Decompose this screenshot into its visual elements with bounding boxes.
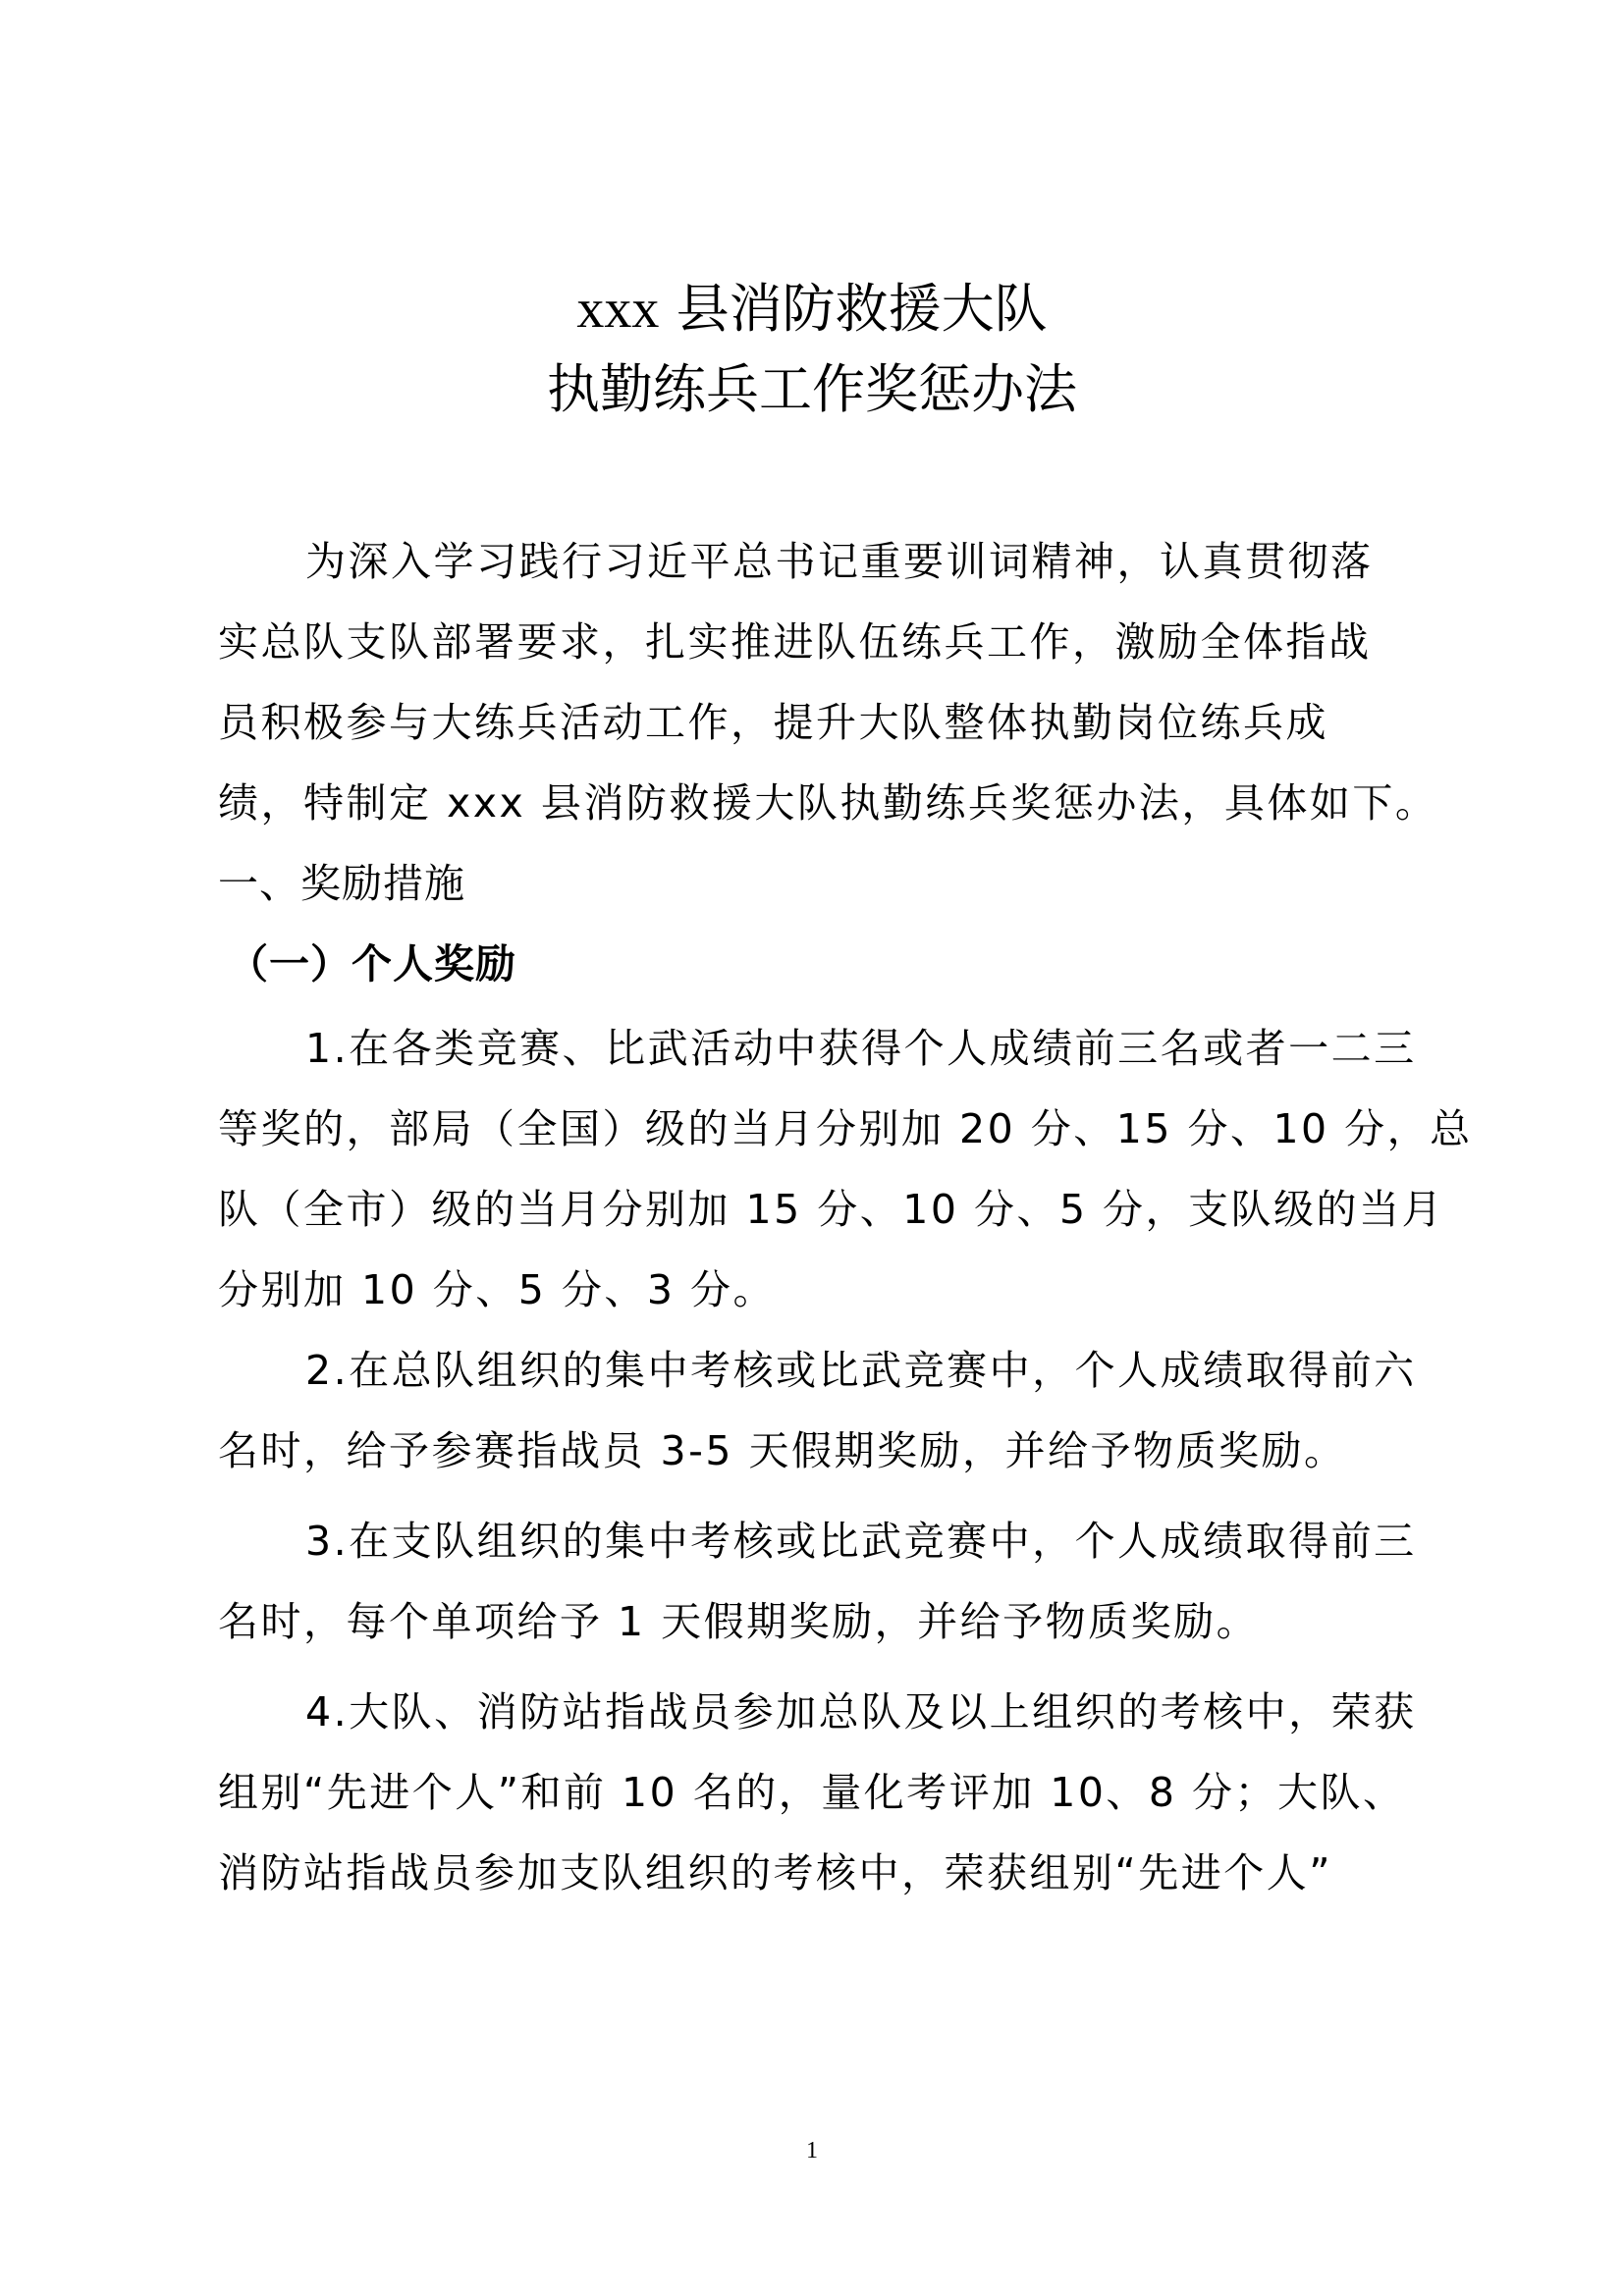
item-3-line-2: 名时，每个单项给予 1 天假期奖励，并给予物质奖励。 [218,1598,1260,1645]
item-4-line-1: 4.大队、消防站指战员参加总队及以上组织的考核中，荣获 [305,1688,1417,1735]
item-3-line-1: 3.在支队组织的集中考核或比武竞赛中，个人成绩取得前三 [305,1518,1417,1565]
item-1-line-3: 队（全市）级的当月分别加 15 分、10 分、5 分，支队级的当月 [218,1186,1445,1233]
subsection-heading-individual-rewards: （一）个人奖励 [228,940,516,988]
title-county-placeholder: xxx [576,279,660,340]
intro-line-3: 员积极参与大练兵活动工作，提升大队整体执勤岗位练兵成 [218,699,1328,746]
document-title-line-2: 执勤练兵工作奖惩办法 [547,358,1077,420]
item-1-line-4: 分别加 10 分、5 分、3 分。 [218,1266,776,1313]
item-2-line-2: 名时，给予参赛指战员 3-5 天假期奖励，并给予物质奖励。 [218,1427,1347,1474]
item-1-line-2: 等奖的，部局（全国）级的当月分别加 20 分、15 分、10 分，总 [218,1105,1473,1152]
document-title-line-1 [0,277,1624,342]
item-4-line-3: 消防站指战员参加支队组织的考核中，荣获组别“先进个人” [218,1849,1332,1896]
intro-line-4: 绩，特制定 xxx 县消防救援大队执勤练兵奖惩办法，具体如下。 [218,779,1438,827]
item-2-line-1: 2.在总队组织的集中考核或比武竞赛中，个人成绩取得前六 [305,1347,1417,1394]
item-4-line-2: 组别“先进个人”和前 10 名的，量化考评加 10、8 分；大队、 [218,1769,1406,1816]
page-number: 1 [806,2138,818,2163]
section-heading-rewards: 一、奖励措施 [218,860,465,907]
title-unit-name: 县消防救援大队 [659,278,1048,340]
item-1-line-1: 1.在各类竞赛、比武活动中获得个人成绩前三名或者一二三 [305,1025,1417,1072]
intro-line-1: 为深入学习践行习近平总书记重要训词精神，认真贯彻落 [305,538,1374,585]
intro-line-2: 实总队支队部署要求，扎实推进队伍练兵工作，激励全体指战 [218,618,1372,666]
